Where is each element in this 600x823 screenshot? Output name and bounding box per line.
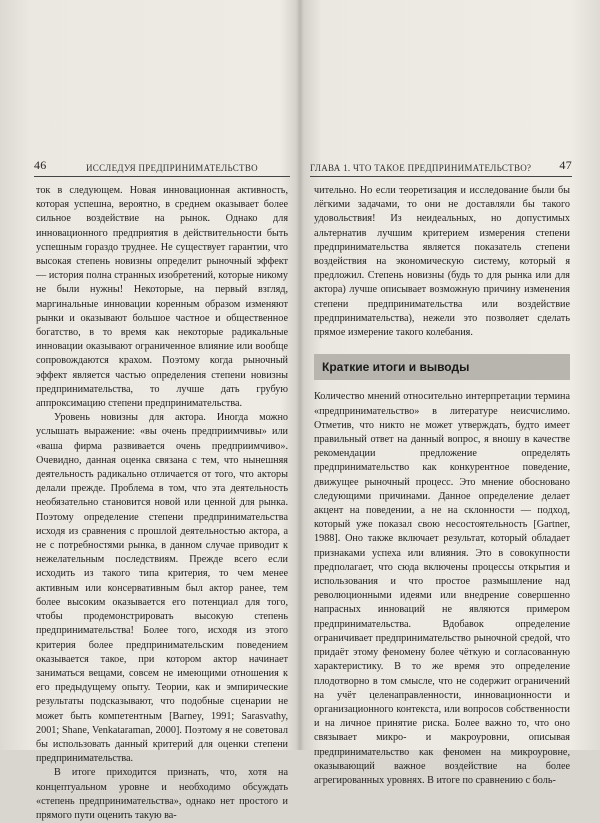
right-running-head-title: ГЛАВА 1. ЧТО ТАКОЕ ПРЕДПРИНИМАТЕЛЬСТВО? — [310, 163, 532, 173]
right-paragraph-1: чительно. Но если теоретизация и исследование были бы лёгкими задачами, то они не доставляли бы такого удовольствия! Из неидеальных, но допустимых альтернатив лучшим критерием измерения степени предпринимательства является показатель степени воздействия на экономическую систему, который я предложил. Степень новизны (будь то для рынка или для актора) лучше описывает возможную причину изменения степени предпринимательства или воздействие предпринимательства), нежели это позволяет сделать прямое измерение такого колебания. — [314, 185, 570, 339]
right-running-header — [310, 160, 572, 177]
right-page — [304, 0, 600, 786]
left-page-number: 46 — [34, 158, 47, 172]
section-heading: Краткие итоги и выводы — [314, 354, 570, 380]
right-page-number: 47 — [559, 158, 572, 172]
left-paragraph-3: В итоге приходится признать, что, хотя на концептуальном уровне и необходимо обсуждать «степень предпринимательства», однако нет простого и прямого пути оценить такую ва- — [36, 767, 288, 821]
left-page-body — [36, 184, 288, 823]
left-running-head-title: ИССЛЕДУЯ ПРЕДПРИНИМАТЕЛЬСТВО — [86, 163, 258, 173]
right-page-body — [314, 184, 570, 788]
section-paragraph-1: Количество мнений относительно интерпретации термина «предпринимательство» в литературе неисчислимо. Отметив, что никто не может утверждать, будто имеет правильный ответ на данный вопрос, я вношу в качестве рекомендации предложение определять предпринимательство как конкурентное поведение, движущее рыночный процесс. Это мнение обосновано следующими причинами. Данное определение делает акцент на поведении, а не на склонности — подход, который уже показал свою несостоятельность [Gartner, 1988]. Оно также включает результат, который обладает признаками успеха или влияния. Это в совокупности предполагает, что сюда включены процессы открытия и использования и что простое размышление над революционными идеями или внедрение совершенно напрасных инноваций не являются примером предпринимательства. Вдобавок определение ограничивает предпринимательство рыночной средой, что придаёт этому феномену более чёткую и согласованную характеристику. В то же время это определение плодотворно в том смысле, что не содержит ограничений на учёт целенаправленности, инновационности и организационного контекста, или вопросов собственности и на личное принятие риска. Более важно то, что оно связывает микро- и макроуровни, описывая предпринимательство как феномен на микроуровне, оказывающий важное воздействие на более агрегированных уровнях. В итоге по сравнению с боль- — [314, 391, 570, 786]
left-page — [0, 0, 296, 821]
left-paragraph-1: ток в следующем. Новая инновационная активность, которая успешна, вероятно, в среднем оказывает более сильное воздействие на рынок. Однако для инновационного предприятия в действительности быть успешным гораздо труднее. Не существует гарантии, что высокая степень новизны определит рыночный эффект — история полна странных изобретений, которые никому не были нужны! Некоторые, на первый взгляд, маргинальные инновации коренным образом изменяют рынки и оказывают большое частное и общественное богатство, в то время как некоторые радикальные инновации оказывают ограниченное влияние или вообще сопровождаются крахом. Поэтому когда рыночный эффект является частью определения степени новизны предпринимательства, то лучше дать грубую аппроксимацию степени предпринимательства. — [36, 185, 288, 410]
left-running-header — [34, 160, 290, 177]
book-gutter — [296, 0, 304, 750]
left-paragraph-2: Уровень новизны для актора. Иногда можно услышать выражение: «вы очень предприимчивы» или «ваша фирма развивается очень предприимчиво». Очевидно, данная оценка связана с тем, что нынешняя деятельность радикально отличается от того, что акторы делали прежде. Проблема в том, что эта деятельность необязательно становится новой или ценной для рынка. Поэтому определение степени предпринимательства исходя из сравнения с прошлой деятельностью актора, а не с потребностями рынка, в данном случае приводит к нежелательным последствиям. Прежде всего если исходить из такого типа критерия, то чем менее активным или консервативным был актор ранее, тем более высоким оказывается его потенциал для того, чтобы продемонстрировать высокую степень предпринимательства! Более того, исходя из этого критерия более предпринимательским поведением оказывается такое, при котором актор начинает заниматься вещами, совсем не имеющими отношения к его предыдущему опыту. Теории, как и эмпирические результаты подсказывают, что подобные сценарии не может быть компетентным [Barney, 1991; Sarasvathy, 2001; Shane, Venkataraman, 2000]. Поэтому я не советовал бы использовать данный критерий для оценки степени предпринимательства. — [36, 412, 288, 765]
